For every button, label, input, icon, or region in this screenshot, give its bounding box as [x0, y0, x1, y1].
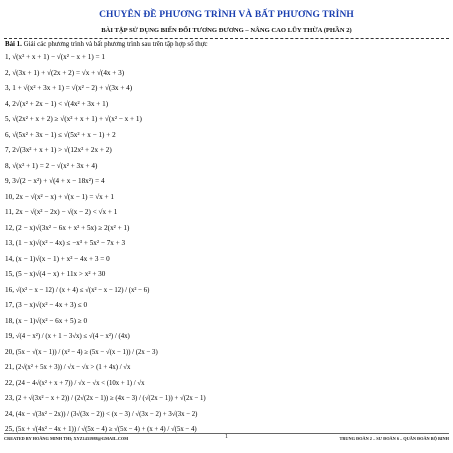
problem-expression: 2√(3x² + x + 1) > √(12x² + 2x + 2): [12, 146, 112, 154]
header-divider: [4, 38, 449, 39]
problem-number: 14,: [5, 255, 14, 263]
problem-expression: 2√(x² + 2x − 1) < √(4x² + 3x + 1): [12, 100, 109, 108]
problem-expression: (2√(x² + 5x + 3)) / √x − √x > (1 + 4x) / √x: [15, 364, 131, 371]
exercise-label: Bài 1.: [5, 41, 22, 48]
footer-unit: TRUNG ĐOÀN 2 – SƯ ĐOÀN 6 – QUÂN ĐOÀN BỘ BINH: [339, 436, 449, 441]
problem-expression: √(x² + x + 1) − √(x² − x + 1) = 1: [12, 53, 106, 61]
problem-expression: (5x − √(x − 1)) / (x² − 4) ≥ (5x − √(x − 1)) / (2x − 3): [15, 349, 158, 356]
problem-item: [5, 332, 130, 341]
problem-item: [5, 84, 132, 93]
problem-item: [5, 193, 114, 202]
page-number: 1: [225, 434, 228, 440]
problem-number: 21,: [5, 363, 14, 371]
document-subtitle: BÀI TẬP SỬ DỤNG BIẾN ĐỔI TƯƠNG ĐƯƠNG – NÂNG CAO LŨY THỪA (PHẦN 2): [101, 27, 352, 34]
problem-expression: (5x + √(4x² − 4x + 1)) / √(5x − 4) ≥ √(5x − 4) + (x + 4) / √(5x − 4): [15, 426, 197, 433]
problem-item: [5, 100, 108, 109]
problem-number: 3,: [5, 84, 11, 92]
problem-number: 2,: [5, 69, 11, 77]
problem-expression: √(2x² + x + 2) ≥ √(x² + x + 1) + √(x² − x + 1): [12, 115, 142, 123]
problem-expression: √(5x² + 3x − 1) ≤ √(5x² + x − 1) + 2: [12, 131, 116, 139]
problem-item: [5, 53, 105, 62]
document-title: CHUYÊN ĐỀ PHƯƠNG TRÌNH VÀ BẤT PHƯƠNG TRÌNH: [99, 10, 354, 20]
problem-expression: (24 − 4√(x² + x + 7)) / √x − √x < (10x + 1) / √x: [15, 380, 145, 387]
problem-expression: √(3x + 1) + √(2x + 2) = √x + √(4x + 3): [12, 69, 125, 77]
problem-expression: 2x − √(x² − 2x) − √(x − 2) < √x + 1: [15, 208, 118, 216]
problem-number: 24,: [5, 410, 14, 418]
problem-number: 17,: [5, 301, 14, 309]
problem-number: 11,: [5, 208, 14, 216]
problem-number: 4,: [5, 100, 11, 108]
problem-expression: (5 − x)√(4 − x) + 11x > x² + 30: [15, 270, 106, 278]
problem-number: 7,: [5, 146, 11, 154]
problem-item: [5, 348, 158, 357]
problem-expression: (x − 1)√(x − 1) + x² − 4x + 3 = 0: [15, 255, 110, 263]
problem-item: [5, 208, 117, 217]
problem-number: 8,: [5, 162, 11, 170]
problem-expression: 2x − √(x² − x) + √(x − 1) = √x + 1: [15, 193, 114, 201]
problem-number: 15,: [5, 270, 14, 278]
problem-number: 13,: [5, 239, 14, 247]
problem-item: [5, 177, 105, 186]
problem-number: 10,: [5, 193, 14, 201]
problem-item: [5, 394, 206, 403]
problem-number: 19,: [5, 332, 14, 340]
problem-item: [5, 363, 130, 372]
problem-expression: (2 + √(3x² − x + 2)) / (2√(2x − 1)) ≥ (4x − 3) / (√(2x − 1)) + √(2x − 1): [15, 395, 206, 402]
problem-expression: (1 − x)√(x² − 4x) ≤ −x³ + 5x² − 7x + 3: [15, 239, 126, 247]
problem-expression: (3 − x)√(x² − 4x + 3) ≤ 0: [15, 301, 88, 309]
problem-item: [5, 131, 116, 140]
problem-expression: (2 − x)√(3x² − 6x + x² + 5x) ≥ 2(x² + 1): [15, 224, 130, 232]
problem-number: 25,: [5, 425, 14, 433]
problem-expression: (4x − √(3x² − 2x)) / (3√(3x − 2)) < (x − 3) / √(3x − 2) + 3√(3x − 2): [15, 411, 198, 418]
problem-number: 16,: [5, 286, 14, 294]
problem-expression: 1 + √(x² + 3x + 1) = √(x² − 2) + √(3x + 4): [12, 84, 133, 92]
problem-number: 18,: [5, 317, 14, 325]
footer-author: CREATED BY HOÀNG MINH THI; XYZ1431988@GMAIL.COM: [4, 436, 129, 441]
problem-item: [5, 379, 144, 388]
problem-item: [5, 69, 124, 78]
problem-expression: √(x² + 1) = 2 − √(x² + 3x + 4): [12, 162, 98, 170]
problem-expression: (x − 1)√(x² − 6x + 5) ≥ 0: [15, 317, 88, 325]
problem-expression: 3√(2 − x²) + √(4 + x − 18x²) = 4: [12, 177, 105, 185]
problem-item: [5, 286, 149, 295]
problem-number: 12,: [5, 224, 14, 232]
problem-item: [5, 270, 105, 279]
problem-expression: √(x² − x − 12) / (x + 4) ≤ √(x² − x − 12) / (x² − 6): [15, 287, 150, 294]
exercise-intro: [5, 41, 207, 48]
problem-number: 23,: [5, 394, 14, 402]
problem-number: 1,: [5, 53, 11, 61]
problem-item: [5, 255, 110, 264]
problem-item: [5, 146, 112, 155]
problem-item: [5, 317, 87, 326]
problem-expression: √(4 − x²) / (x + 1 − 3√x) ≤ √(4 − x²) / (4x): [15, 333, 130, 340]
problem-number: 22,: [5, 379, 14, 387]
problem-item: [5, 162, 97, 171]
problem-item: [5, 239, 125, 248]
problem-number: 9,: [5, 177, 11, 185]
problem-item: [5, 301, 87, 310]
problem-number: 20,: [5, 348, 14, 356]
problem-item: [5, 115, 142, 124]
exercise-instruction: Giải các phương trình và bất phương trình sau trên tập hợp số thực: [23, 41, 208, 48]
problem-item: [5, 224, 129, 233]
problem-number: 5,: [5, 115, 11, 123]
problem-item: [5, 410, 197, 419]
problem-number: 6,: [5, 131, 11, 139]
